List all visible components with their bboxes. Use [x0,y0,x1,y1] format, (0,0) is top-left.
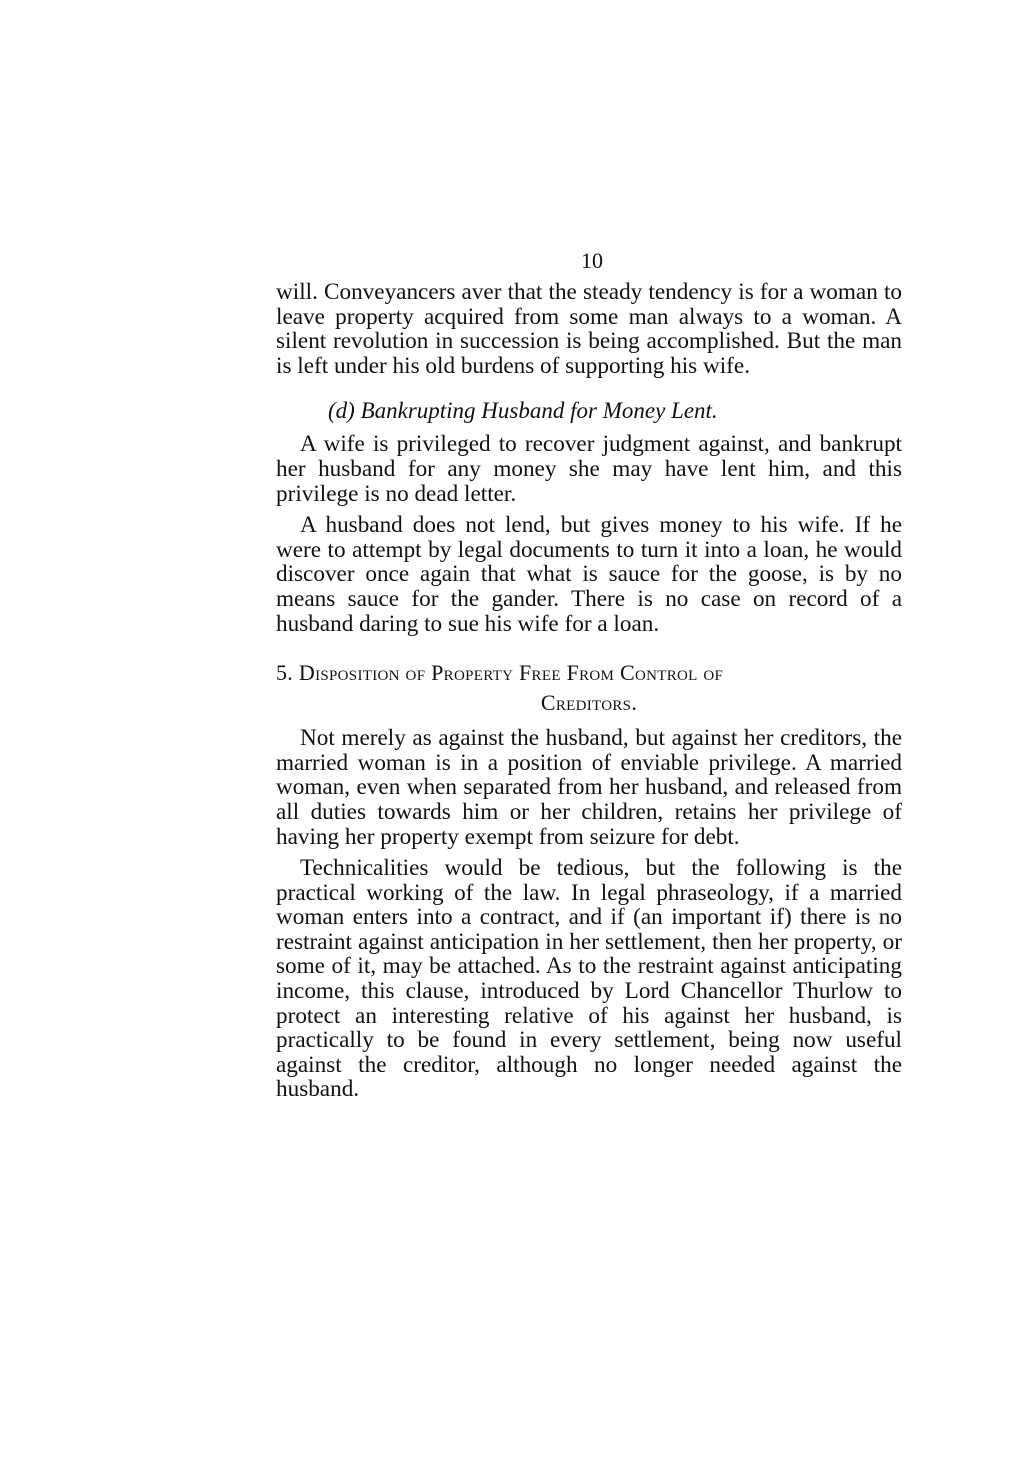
section-heading-disposition [276,658,902,718]
paragraph-conveyancers: will. Conveyancers aver that the steady tendency is for a woman to leave property acquired from some man always to a woman. A silent revolution in succession is being accomplished. But the man is left under his old burdens of supporting his wife. [276,279,902,379]
paragraph-husband-does-not-lend: A husband does not lend, but gives money to his wife. If he were to attempt by legal documents to turn it into a loan, he would discover once again that what is sauce for the goose, is by no means sauce for the gander. There is no case on record of a husband daring to sue his wife for a loan. [276,512,902,637]
section-heading-line1: 5. Disposition of Property Free From Control of [276,660,724,686]
paragraph-technicalities: Technicalities would be tedious, but the following is the practical working of the law. In legal phraseology, if a married woman enters into a contract, and if (an important if) there is no restraint against anticipation in her settlement, then her property, or some of it, may be attached. As to the restraint against anticipating income, this clause, introduced by Lord Chancellor Thurlow to protect an interesting relative of his against her husband, is practically to be found in every settlement, being now useful against the creditor, although no longer needed against the husband. [276,855,902,1103]
section-heading-line2: Creditors. [540,690,638,716]
paragraph-wife-privileged: A wife is privileged to recover judgment against, and bankrupt her husband for any money she may have lent him, and this privilege is no dead letter. [276,431,902,507]
document-page [276,248,902,1102]
paragraph-not-merely: Not merely as against the husband, but against her creditors, the married woman is in a position of enviable privilege. A married woman, even when separated from her husband, and released from all duties towards him or her children, retains her privilege of having her property exempt from seizure for debt. [276,725,902,850]
subheading-bankrupting-husband: (d) Bankrupting Husband for Money Lent. [328,398,718,424]
page-number: 10 [581,248,603,273]
